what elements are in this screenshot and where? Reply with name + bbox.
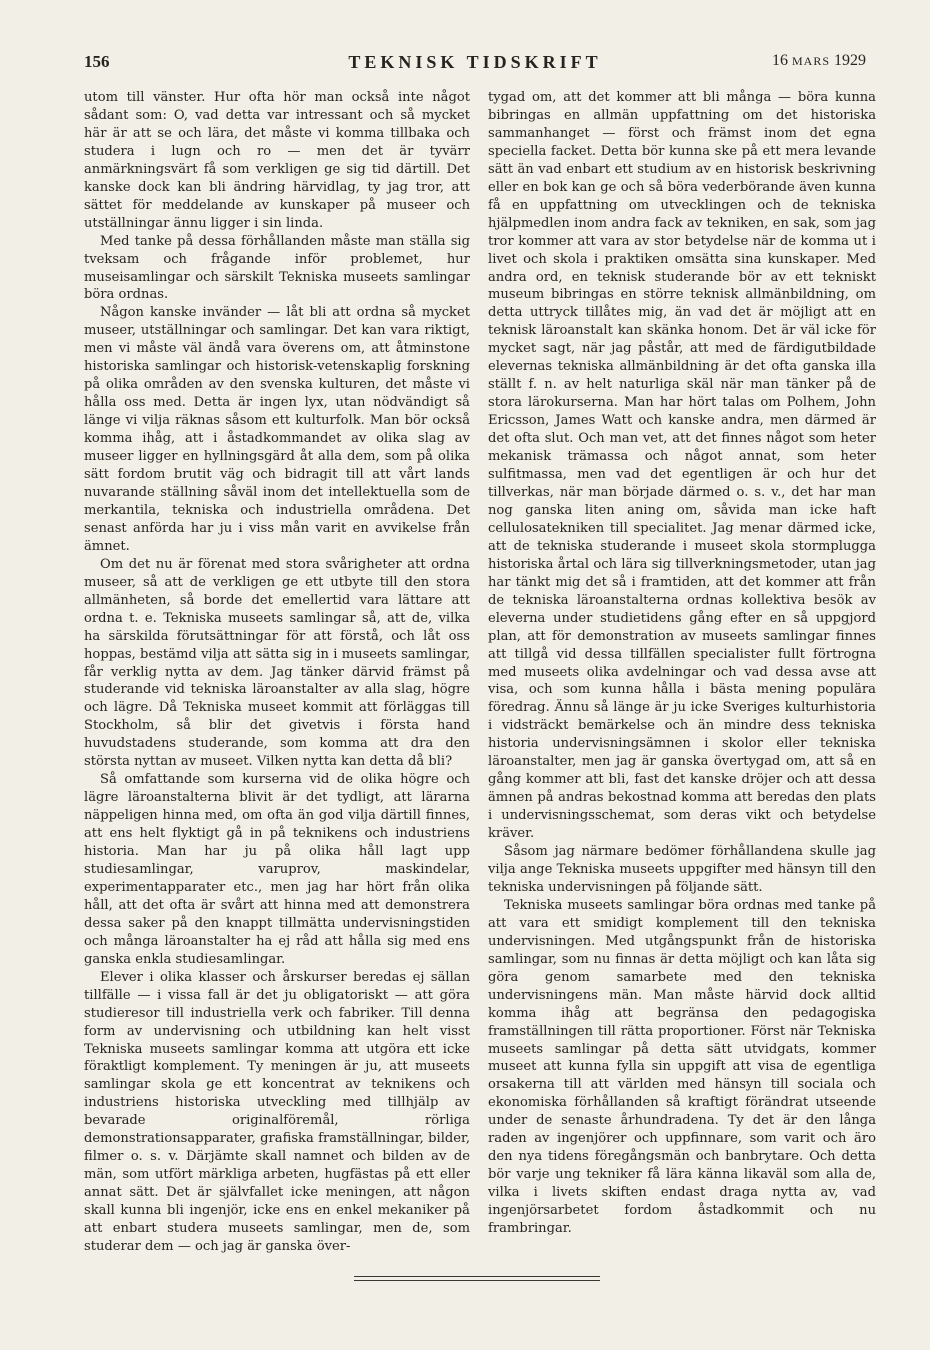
date-month: MARS (791, 54, 830, 68)
paragraph: Någon kanske invänder — låt bli att ordna så mycket museer, utställningar och samlingar. Det kan vara riktigt, men vi måste väl ändå vara överens om, att åtminstone historiska samlingar och historisk-vetenskaplig forskning på olika områden av den svenska kulturen, det måste vi hålla oss med. Detta är ingen lyx, utan nödvändigt så länge vi vilja räknas såsom ett kulturfolk. Man bör också komma ihåg, att i åstadkommandet av olika slag av museer ligger en hyllningsgärd åt alla dem, som på olika sätt fordom brutit väg och bidragit till att vårt lands nuvarande ställning såväl inom det intellektuella som de merkantila, tekniska och industriella områdena. Det senast anförda har ju i viss mån varit en avvikelse från ämnet. (84, 305, 470, 554)
paragraph: Med tanke på dessa förhållanden måste man ställa sig tveksam och frågande inför problemet, hur museisamlingar och särskilt Tekniska museets samlingar böra ordnas. (84, 233, 470, 303)
paragraph: utom till vänster. Hur ofta hör man också inte något sådant som: O, vad detta var intressant och så mycket här är att se och lära, det måste vi komma tillbaka och studera i lugn och ro — men det är tyvärr anmärkningsvärt få som verkligen ge sig tid därtill. Det kanske dock kan bli ändring härvidlag, ty jag tror, att sättet för meddelande av kunskaper på museer och utställningar ännu ligger i sin linda. (84, 90, 470, 231)
end-rule (354, 1276, 600, 1277)
paragraph: Så omfattande som kurserna vid de olika högre och lägre läroanstalterna blivit är det tydligt, att lärarna näppeligen hinna med, om ofta än god vilja därtill finnes, att ens helt flyktigt gå in på teknikens och industriens historia. Man har ju på olika håll lagt upp studiesamlingar, varuprov, maskindelar, experimentapparater etc., men jag har hört från olika håll, att det ofta är svårt att hinna med att demonstrera dessa saker på den knappt tillmätta undervisningstiden och många läroanstalter ha ej råd att hålla sig med ens ganska enkla studiesamlingar. (84, 772, 470, 967)
paragraph: Tekniska museets samlingar böra ordnas med tanke på att vara ett smidigt komplement till den tekniska undervisningen. Med utgångspunkt från de historiska samlingar, som nu finnas är detta möjligt och kan låta sig göra genom samarbete med den tekniska undervisningens män. Man måste härvid dock alltid komma ihåg att begränsa den pedagogiska framställningen till rätta proportioner. Först när Tekniska museets samlingar på detta sätt utvidgats, kommer museet att kunna fylla sin uppgift att visa de egentliga orsakerna till att världen med hänsyn till sociala och ekonomiska förhållanden så kraftigt förändrat utseende under de senaste århundradena. Ty det är den långa raden av ingenjörer och uppfinnare, som varit och äro den nya tidens föregångsmän och banbrytare. Och detta bör varje ung tekniker få lära känna likaväl som alla de, vilka i livets skiften endast draga nytta av, vad ingenjörsarbetet fordom åstadkommit och nu frambringar. (488, 897, 876, 1237)
page-number: 156 (84, 52, 110, 71)
date-year: 1929 (834, 52, 866, 69)
end-rule (354, 1280, 600, 1281)
issue-date (772, 52, 866, 70)
left-column (84, 89, 470, 1256)
journal-title: TEKNISK TIDSKRIFT (348, 52, 602, 72)
right-column (488, 89, 876, 1238)
paragraph: Elever i olika klasser och årskurser beredas ej sällan tillfälle — i vissa fall är det ju obligatoriskt — att göra studieresor till industriella verk och fabriker. Till denna form av undervisning och utbildning kan helt visst Tekniska museets samlingar komma att utgöra ett icke föraktligt komplement. Ty meningen är ju, att museets samlingar skola ge ett koncentrat av teknikens och industriens historiska utveckling med tillhjälp av bevarade originalföremål, rörliga demonstrationsapparater, grafiska framställningar, bilder, filmer o. s. v. Därjämte skall namnet och bilden av de män, som utfört märkliga arbeten, hugfästas på ett eller annat sätt. Det är självfallet icke meningen, att någon skall kunna bli ingenjör, icke ens en enkel mekaniker på att enbart studera museets samlingar, men de, som studerar dem — och jag är ganska över- (84, 969, 470, 1254)
date-day: 16 (771, 52, 788, 69)
paragraph: tygad om, att det kommer att bli många — böra kunna bibringas en allmän uppfattning om det historiska sammanhanget — först och främst inom det egna speciella facket. Detta bör kunna ske på ett mera levande sätt än vad enbart ett studium av en historisk beskrivning eller en bok kan ge och så böra vederbörande även kunna få en uppfattning om utvecklingen och de tekniska hjälpmedlen inom andra fack av tekniken, en sak, som jag tror kommer att vara av stor betydelse när de komma ut i livet och skola i praktiken omsätta sina kunskaper. Med andra ord, en teknisk studerande bör av ett tekniskt museum bibringas en större teknisk allmänbildning, om detta uttryck tillåtes mig, än vad det är möjligt att en teknisk läroanstalt kan skänka honom. Det är väl icke för mycket sagt, när jag påstår, att med de färdigutbildade elevernas tekniska allmänbildning är det ofta ganska illa ställt f. n. av helt naturliga skäl när man tänker på de stora lärokurserna. Man har hört talas om Polhem, John Ericsson, James Watt och kanske andra, men därmed är det ofta slut. Och man vet, att det finnes något som heter mekanisk trämassa och något annat, som heter sulfitmassa, men vad det egentligen är och hur det tillverkas, när man började därmed o. s. v., det har man nog ganska liten aning om, såvida man icke haft cellulosatekniken till specialitet. Jag menar därmed icke, att de tekniska studerande i museet skola stormplugga historiska årtal och lära sig tillverkningsmetoder, utan jag har tänkt mig det så i framtiden, att det kommer att från de tekniska läroanstalterna ordnas kollektiva besök av eleverna under studietidens gång efter en så uppgjord plan, att för demonstration av museets samlingar finnes att tillgå vid dessa tillfällen specialister fullt förtrogna med museets olika avdelningar och vad dessa avse att visa, och som kunna hålla i bästa mening populära föredrag. Ännu så länge är ju icke Sveriges kulturhistoria i vidsträckt bemärkelse och än mindre dess tekniska historia undervisningsämnen i skolor eller tekniska läroanstalter, men jag är ganska övertygad om, att så en gång kommer att bli, fast det kanske dröjer och att dessa ämnen på andras bekostnad komma att beredas den plats i undervisningsschemat, som deras vikt och betydelse kräver. (488, 90, 876, 842)
paragraph: Såsom jag närmare bedömer förhållandena skulle jag vilja ange Tekniska museets uppgifter med hänsyn till den tekniska undervisningen på följande sätt. (488, 844, 876, 895)
paragraph: Om det nu är förenat med stora svårigheter att ordna museer, så att de verkligen ge ett utbyte till den stora allmänheten, så borde det emellertid vara lättare att ordna t. e. Tekniska museets samlingar så, att de, vilka ha särskilda förutsättningar för att förstå, och låt oss hoppas, bestämd vilja att sätta sig in i museets samlingar, får verklig nytta av dem. Jag tänker därvid främst på studerande vid tekniska läroanstalter av alla slag, högre och lägre. Då Tekniska museet kommit att förläggas till Stockholm, så blir det givetvis i första hand huvudstadens studerande, som komma att dra den största nyttan av museet. Vilken nytta kan detta då bli? (84, 556, 470, 770)
page-header (84, 52, 866, 78)
